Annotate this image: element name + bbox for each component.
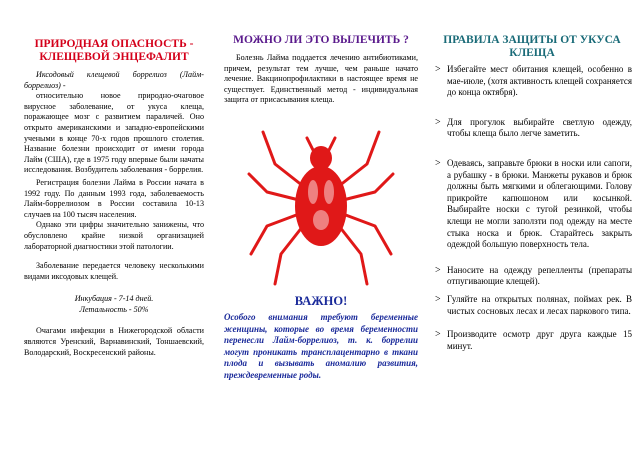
rule-item: > Гуляйте на открытых полянах, поймах рек. В чистых сосновых лесах и лесах паркового типа. <box>435 293 632 316</box>
important-title: ВАЖНО! <box>294 293 348 308</box>
important-warning-text: Особого внимания требуют беременные женщины, которые во время беременности перенесли Лайм-боррелиоз, т. к. боррелии могут проникать трансплацентарно в ткани плода и вызывать аномалию развития, преждевременные роды. <box>224 311 418 380</box>
rules-list <box>432 64 632 352</box>
rule-item: > Наносите на одежду репелленты (препараты отпугивающие клещей). <box>435 264 632 287</box>
bullet-arrow-icon: > <box>435 157 441 169</box>
paragraph-registration: Регистрация болезни Лайма в России начата в 1992 году. По данным 1993 года, заболеваемость Лайм-боррелиозом в России составила 10-13 случаев на 100 тысяч населения. <box>24 177 204 219</box>
paragraph-disease-description: относительно новое природно-очаговое вирусное заболевание, от укуса клеща, поражающее мозг с развитием параличей. Оно открыто американскими и западно-европейскими учеными в конце 70-х годов прошлого столетия. Название болезни происходит от имени города Лайм (США), где в 1975 году впервые были начаты исследования. Возбудитель заболевания - боррелия. <box>24 91 204 175</box>
bullet-arrow-icon: > <box>435 293 441 305</box>
bullet-arrow-icon: > <box>435 264 441 276</box>
paragraph-transmission: Заболевание передается человеку несколькими видами иксодовых клещей. <box>24 261 204 281</box>
column-treatment <box>214 0 424 475</box>
section-title-protection-rules: ПРАВИЛА ЗАЩИТЫ ОТ УКУСА КЛЕЩА <box>443 34 621 59</box>
section-title-treatment: МОЖНО ЛИ ЭТО ВЫЛЕЧИТЬ ? <box>233 34 409 46</box>
mortality-rate: Летальность - 50% <box>79 304 149 314</box>
rule-item: > Избегайте мест обитания клещей, особенно в мае-июле, (хотя активность клещей сохраняется до конца октября). <box>435 64 632 98</box>
bullet-arrow-icon: > <box>435 64 441 75</box>
tick-illustration <box>241 108 401 288</box>
bullet-arrow-icon: > <box>435 329 441 341</box>
paragraph-underestimated: Однако эти цифры значительно занижены, что обусловлено крайне низкой организацией лабораторной диагностики этой патологии. <box>24 220 204 251</box>
column-natural-danger <box>0 0 212 475</box>
rule-item: > Для прогулок выбирайте светлую одежду, чтобы клеща было легче заметить. <box>435 116 632 139</box>
bullet-arrow-icon: > <box>435 116 441 128</box>
section-title-natural-danger: ПРИРОДНАЯ ОПАСНОСТЬ - КЛЕЩЕВОЙ ЭНЦЕФАЛИТ <box>34 38 194 63</box>
column-protection-rules <box>428 0 640 475</box>
paragraph-treatment: Болезнь Лайма поддается лечению антибиотиками, причем, результат тем лучше, чем раньше начато лечение. Вакцинопрофилактики в настоящее время не существует. Единственный метод - индивидуальная защита от присасывания клеща. <box>224 53 418 105</box>
paragraph-infection-foci: Очагами инфекции в Нижегородской области являются Уренский, Варнавинский, Тоншаевский, Володарский, Воскресенский районы. <box>24 326 204 357</box>
rule-item: > Одеваясь, заправьте брюки в носки или сапоги, а рубашку - в брюки. Манжеты рукавов и брюк должны быть мягкими и облегающими. Голову прикройте капюшоном или косынкой. Выбирайте носки с тугой резинкой, чтобы клещи не могли заползти под одежду на месте стыка носка и брюк. Старайтесь закрыть одеждой большую поверхность тела. <box>435 157 632 250</box>
intro-definition: Иксодовый клещевой боррелиоз (Лайм-боррелиоз) - <box>24 70 204 90</box>
incubation-period: Инкубация - 7-14 дней. <box>74 294 154 304</box>
rule-item: > Производите осмотр друг друга каждые 15 минут. <box>435 329 632 351</box>
